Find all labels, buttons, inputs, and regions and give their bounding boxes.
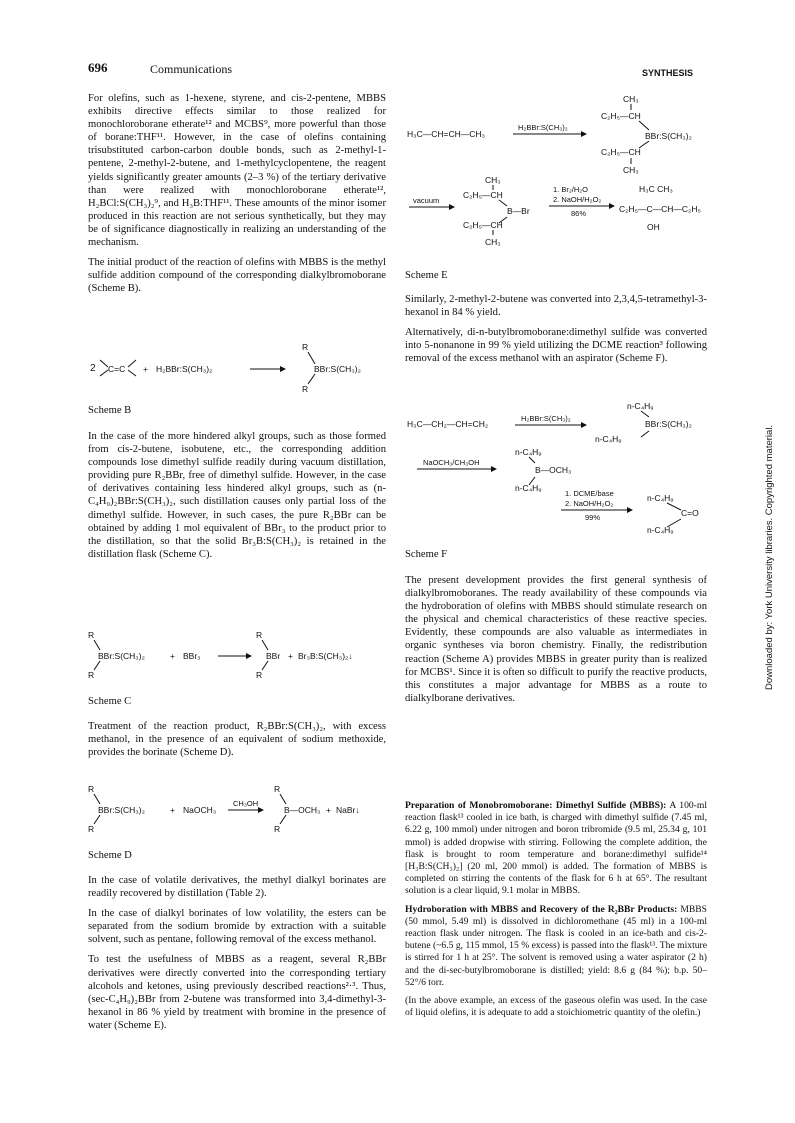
paragraph: In the case of volatile derivatives, the methyl dialkyl borinates are readily recovered by distillation (Table 2).: [88, 875, 386, 900]
svg-text:R: R: [302, 342, 309, 352]
journal-name: SYNTHESIS: [642, 68, 694, 78]
svg-text:n-C₄H₉: n-C₄H₉: [595, 434, 622, 444]
scheme-c-label: Scheme C: [88, 696, 132, 707]
paragraph: In the case of the more hindered alkyl groups, such as those formed from cis-2-butene, isobutene, etc., the corresponding addition compounds lose dimethyl sulfide readily during vacuum distillation, providing pure R₂BBr, free of dimethyl sulfide. However, in the case of derivatives containing less hindered alkyl groups, such as (n-C₄H₉)₂BBr:S(CH₃)₂, such distillation causes only partial loss of the dimethyl sulfide. However, in such cases, the pure R₂BBr can be obtained by adding 1 mol equivalent of BBr₃ to the product prior to the distillation, so that the solid Br₃B:S(CH₃)₂ is retained in the distillation flask (Scheme C).: [88, 431, 386, 560]
svg-text:R: R: [274, 784, 281, 794]
left-col-p4: [88, 720, 386, 766]
scheme-e-arrow1: H₂BBr:S(CH₃)₂: [518, 123, 568, 132]
scheme-d-label: Scheme D: [88, 850, 132, 861]
paragraph: Similarly, 2-methyl-2-butene was converted into 2,3,4,5-tetramethyl-3-hexanol in 84 % yield.: [405, 294, 707, 319]
scheme-b-plus: +: [143, 364, 148, 374]
exp1-title: Preparation of Monobromoborane: Dimethyl Sulfide (MBBS):: [405, 800, 667, 811]
exp2-title: Hydroboration with MBBS and Recovery of the R₂BBr Products:: [405, 903, 678, 915]
scheme-d-byproduct: NaBr↓: [336, 805, 360, 815]
scheme-c-reactant: BBr:S(CH₃)₂: [98, 651, 145, 661]
svg-text:R: R: [88, 824, 95, 832]
scheme-f-label: Scheme F: [405, 549, 448, 560]
scheme-b-coef: 2: [90, 363, 96, 374]
svg-text:R: R: [88, 670, 95, 678]
svg-text:R: R: [88, 784, 95, 794]
svg-text:CH₃: CH₃: [623, 165, 639, 175]
svg-text:+: +: [288, 651, 293, 661]
left-col-bottom: [88, 874, 386, 1039]
paragraph: The initial product of the reaction of olefins with MBBS is the methyl sulfide addition compound of the corresponding dialkylbromoborane (Scheme B).: [88, 257, 386, 295]
svg-text:C₂H₅—CH: C₂H₅—CH: [601, 111, 641, 121]
scheme-e-cond1: 1. Br₂/H₂O: [553, 185, 588, 194]
scheme-e: [405, 92, 715, 252]
paragraph: To test the usefulness of MBBS as a reagent, several R₂BBr derivatives were directly converted into the corresponding tertiary alcohols and ketones, using previously described reactions²·³. Thus, (sec-C₄H₉)₂BBr from 2-butene was transformed into 3,4-dimethyl-3-hexanol in 86 % yield by treatment with bromine in the presence of water (Scheme E).: [88, 954, 386, 1031]
scheme-f-arrow2: NaOCH₃/CH₃OH: [423, 458, 480, 467]
right-col-mid: [405, 293, 707, 372]
scheme-e-cond2: 2. NaOH/H₂O₂: [553, 195, 602, 204]
paragraph: Treatment of the reaction product, R₂BBr:S(CH₃)₂, with excess methanol, in the presence of an equivalent of sodium methoxide, provides the borinate (Scheme D).: [88, 721, 386, 759]
scheme-e-start: H₃C—CH=CH—CH₃: [407, 129, 485, 139]
experimental-section: [405, 800, 707, 1019]
scheme-c: [88, 628, 388, 678]
scheme-f-start: H₃C—CH₂—CH=CH₂: [407, 419, 489, 429]
scheme-c-reagent: BBr₃: [183, 651, 201, 661]
scheme-b: [88, 340, 388, 396]
scheme-e-yield: 86%: [571, 209, 587, 218]
svg-text:C₂H₅—CH: C₂H₅—CH: [463, 190, 503, 200]
scheme-e-vacuum: vacuum: [413, 196, 440, 205]
svg-text:R: R: [274, 824, 281, 832]
scheme-f-arrow1: H₂BBr:S(CH₃)₂: [521, 414, 571, 423]
scheme-e-bbr: BBr:S(CH₃)₂: [645, 131, 692, 141]
svg-text:H₃C CH₃: H₃C CH₃: [639, 184, 673, 194]
scheme-d-product: B—OCH₃: [284, 805, 321, 815]
svg-text:C=C: C=C: [108, 364, 126, 374]
scheme-e-label: Scheme E: [405, 270, 448, 281]
scheme-f-boch3: B—OCH₃: [535, 465, 572, 475]
svg-text:+: +: [170, 651, 175, 661]
scheme-d: [88, 782, 388, 832]
scheme-f-ketone: C=O: [681, 508, 699, 518]
svg-text:B—Br: B—Br: [507, 206, 530, 216]
left-col-mid: [88, 430, 386, 568]
left-col-top: [88, 92, 386, 302]
svg-text:R: R: [256, 670, 263, 678]
page-number: 696: [88, 60, 108, 75]
exp2-body: MBBS (50 mmol, 5.49 ml) is dissolved in dichloromethane (45 ml) in a 100-ml reaction flask under nitrogen. The flask is cooled in an ice-bath and cis-2-butene (~6.5 g, 115 mmol, 15 % excess) is passed into the flask¹³. The mixture is stirred for 1 h at 25°. The solvent is removed using a water aspirator (2 h) and the di-sec-butylbromoborane is distilled; yield: 8.6 g (84 %); b.p. 50–52°/6 torr.: [405, 903, 707, 988]
svg-text:C₂H₅—CH: C₂H₅—CH: [463, 220, 503, 230]
svg-text:n-C₄H₉: n-C₄H₉: [647, 493, 674, 503]
svg-text:n-C₄H₉: n-C₄H₉: [627, 401, 654, 411]
scheme-f-bbr: BBr:S(CH₃)₂: [645, 419, 692, 429]
svg-text:R: R: [88, 630, 95, 640]
scheme-e-product: C₂H₅—C—CH—C₂H₅: [619, 204, 701, 214]
scheme-f-cond1: 1. DCME/base: [565, 489, 614, 498]
svg-text:+: +: [326, 805, 331, 815]
scheme-b-label: Scheme B: [88, 405, 132, 416]
paragraph: The present development provides the first general synthesis of dialkylbromoboranes. The ready availability of these compounds via the hydroboration of olefins with MBBS should stimulate research on the physical and chemical characteristics of these reactive species. Evidently, these compounds are also valuable as intermediates in organic syntheses via boron chemistry. Finally, the redistribution reaction (Scheme A) provides MBBS in greater purity than is realized for MCBS¹. Since it is often so difficult to purify the reactive products, this constitutes a major advantage for MBBS as a route to dialkylborane derivatives.: [405, 575, 707, 704]
scheme-d-arrow-label: CH₃OH: [233, 799, 259, 808]
svg-text:R: R: [256, 630, 263, 640]
scheme-b-reagent: H₂BBr:S(CH₃)₂: [156, 364, 213, 374]
scheme-d-reactant: BBr:S(CH₃)₂: [98, 805, 145, 815]
scheme-b-product: BBr:S(CH₃)₂: [314, 364, 361, 374]
scheme-d-reagent: NaOCH₃: [183, 805, 217, 815]
paragraph: Alternatively, di-n-butylbromoborane:dimethyl sulfide was converted into 5-nonanone in 99 % yield utilizing the DCME reaction³ following removal of the excess methanol with an aspirator (Scheme F).: [405, 327, 707, 365]
paragraph: In the case of dialkyl borinates of low volatility, the esters can be separated from the sodium bromide by extraction with a suitable solvent, such as pentane, following removal of the excess methanol.: [88, 908, 386, 946]
svg-text:R: R: [302, 384, 309, 394]
section-name: Communications: [150, 62, 232, 76]
exp2-note: (In the above example, an excess of the gaseous olefin was used. In the case of liquid olefins, it is adequate to add a stoichiometric quantity of the olefin.): [405, 995, 707, 1019]
svg-text:n-C₄H₉: n-C₄H₉: [515, 447, 542, 457]
svg-text:n-C₄H₉: n-C₄H₉: [647, 525, 674, 535]
svg-text:CH₃: CH₃: [485, 237, 501, 247]
svg-text:OH: OH: [647, 222, 660, 232]
scheme-f-cond2: 2. NaOH/H₂O₂: [565, 499, 614, 508]
svg-text:n-C₄H₉: n-C₄H₉: [515, 483, 542, 493]
svg-text:+: +: [170, 805, 175, 815]
scheme-c-byproduct: Br₃B:S(CH₃)₂↓: [298, 651, 353, 661]
copyright-side-note: Downloaded by: York University libraries. Copyrighted material.: [764, 424, 775, 690]
scheme-c-product: BBr: [266, 651, 281, 661]
exp1-body: A 100-ml reaction flask¹³ cooled in ice bath, is charged with dimethyl sulfide (7.45 ml, 6.22 g, 100 mmol) under nitrogen and boron tribromide (9.5 ml, 25.34 g, 101 mmol) is added dropwise with stirring. Following the complete addition, the flask is brought to room temperature and borane:dimethyl sulfide¹⁴ [H₃B:S(CH₃)₂] (20 ml, 200 mmol) is added. The formation of MBBS is completed on stirring the contents of the flask for 6 h at 65°. The resultant solution is a clear liquid, 9.1 molar in MBBS.: [405, 800, 707, 897]
svg-text:CH₃: CH₃: [623, 94, 639, 104]
scheme-f-yield: 99%: [585, 513, 601, 522]
right-col-p3: [405, 574, 707, 712]
scheme-f: [405, 397, 715, 547]
svg-text:C₂H₅—CH: C₂H₅—CH: [601, 147, 641, 157]
svg-text:CH₃: CH₃: [485, 175, 501, 185]
paragraph: For olefins, such as 1-hexene, styrene, and cis-2-pentene, MBBS exhibits directive effects similar to those realized for monochloroborane etherate¹² and MCBS⁹, more powerful than those of borane:THF¹¹. However, in the case of olefins containing trisubstituted carbon-carbon double bonds, such as 2-methyl-1-pentene, 2-methyl-2-butene, and 1-methylcyclopentene, the reagent yields significantly greater amounts (2–3 %) of the tertiary derivative than were realized with monochloroborane etherate¹², H₂BCl:S(CH₃)₂⁹, and H₃B:THF¹¹. These amounts of the minor isomer produced in this reaction are not serious synthetically, but they may be of significance diagnostically in realizing an understanding of the mechanism.: [88, 93, 386, 249]
